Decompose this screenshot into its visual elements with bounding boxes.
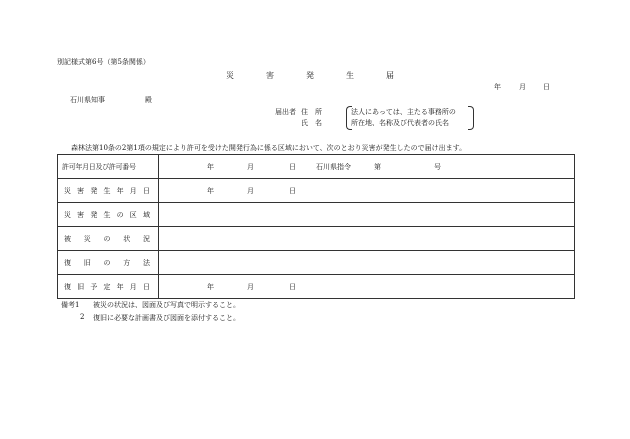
title-char: 害 [266,71,274,80]
table-row [58,203,575,227]
label-char: 発 [90,211,98,219]
restoration-date-cell[interactable] [159,275,575,299]
applicant-note-bracket [346,106,474,128]
applicant-note-line1: 法人にあっては、主たる事務所の [351,108,456,116]
permit-label: 許可年月日及び許可番号 [62,163,136,171]
date-day-label: 日 [543,83,550,91]
restoration-month: 月 [247,283,254,291]
label-char: 災 [64,187,71,195]
address-label: 住 所 [301,108,322,116]
permit-day: 日 [289,163,296,171]
restoration-day: 日 [289,283,296,291]
label-char: 定 [103,283,111,291]
label-char: 日 [142,187,150,195]
row-label-damage [58,227,159,251]
label-char: 方 [123,259,131,267]
permit-value-cell[interactable] [159,155,575,179]
occurrence-year: 年 [207,187,214,195]
label-char: 被 [64,235,71,243]
table-row [58,155,575,179]
label-char: 月 [129,187,137,195]
intro-text: 森林法第10条の2第1項の規定により許可を受けた開発行為に係る区域において、次のとおり災害が発生したので届け出ます。 [71,144,467,152]
remark-item-1: 被災の状況は、図面及び写真で明示すること。 [93,301,240,309]
label-char: 年 [116,283,124,291]
title-char: 災 [226,71,234,80]
label-char: 況 [143,235,150,243]
occurrence-day: 日 [289,187,296,195]
label-char: の [103,235,111,243]
label-char: 月 [129,283,137,291]
label-char: の [103,259,111,267]
form-number: 別記様式第6号（第5条関係） [57,58,150,66]
title-char: 届 [386,71,394,80]
applicant-label: 届出者 [275,108,296,116]
permit-go: 号 [434,163,441,171]
table-row [58,251,575,275]
table-row [58,275,575,299]
title-char: 生 [346,71,354,80]
label-char: 生 [103,211,111,219]
date-month-label: 月 [519,83,526,91]
addressee: 石川県知事 [70,96,105,104]
label-char: 災 [64,211,71,219]
label-char: 域 [142,211,150,219]
row-label-permit [58,155,159,179]
name-label: 氏 名 [301,119,322,127]
occurrence-date-cell[interactable] [159,179,575,203]
row-label-area [58,203,159,227]
date-year-label: 年 [494,83,501,91]
remarks-label: 備考1 [61,301,80,309]
label-char: 旧 [83,259,91,267]
permit-month: 月 [247,163,254,171]
occurrence-month: 月 [247,187,254,195]
label-char: 復 [64,259,71,267]
damage-value-cell[interactable] [159,227,575,251]
label-char: 状 [123,235,131,243]
title-char: 発 [306,71,314,80]
label-char: 災 [83,235,91,243]
honorific: 殿 [145,96,152,104]
remark-item-2: 復旧に必要な計画書及び図面を添付すること。 [93,314,240,322]
label-char: 発 [90,187,98,195]
label-char: 害 [77,187,85,195]
label-char: 年 [116,187,124,195]
label-char: 害 [77,211,85,219]
label-char: 法 [143,259,150,267]
area-value-cell[interactable] [159,203,575,227]
label-char: 復 [64,283,71,291]
row-label-restoration-method [58,251,159,275]
disaster-report-table [57,154,575,299]
label-char: 予 [90,283,98,291]
restoration-year: 年 [207,283,214,291]
remark-item-2-number: 2 [80,313,85,321]
label-char: 区 [129,211,137,219]
permit-office: 石川県指令 [316,163,351,171]
row-label-occurrence-date [58,179,159,203]
table-row [58,179,575,203]
restoration-method-cell[interactable] [159,251,575,275]
row-label-restoration-date [58,275,159,299]
label-char: 旧 [77,283,85,291]
right-bracket [468,106,474,130]
label-char: 生 [103,187,111,195]
label-char: 日 [142,283,150,291]
permit-year: 年 [207,163,214,171]
applicant-note-line2: 所在地、名称及び代表者の氏名 [351,119,449,127]
label-char: の [116,211,124,219]
table-row [58,227,575,251]
permit-dai: 第 [374,163,381,171]
